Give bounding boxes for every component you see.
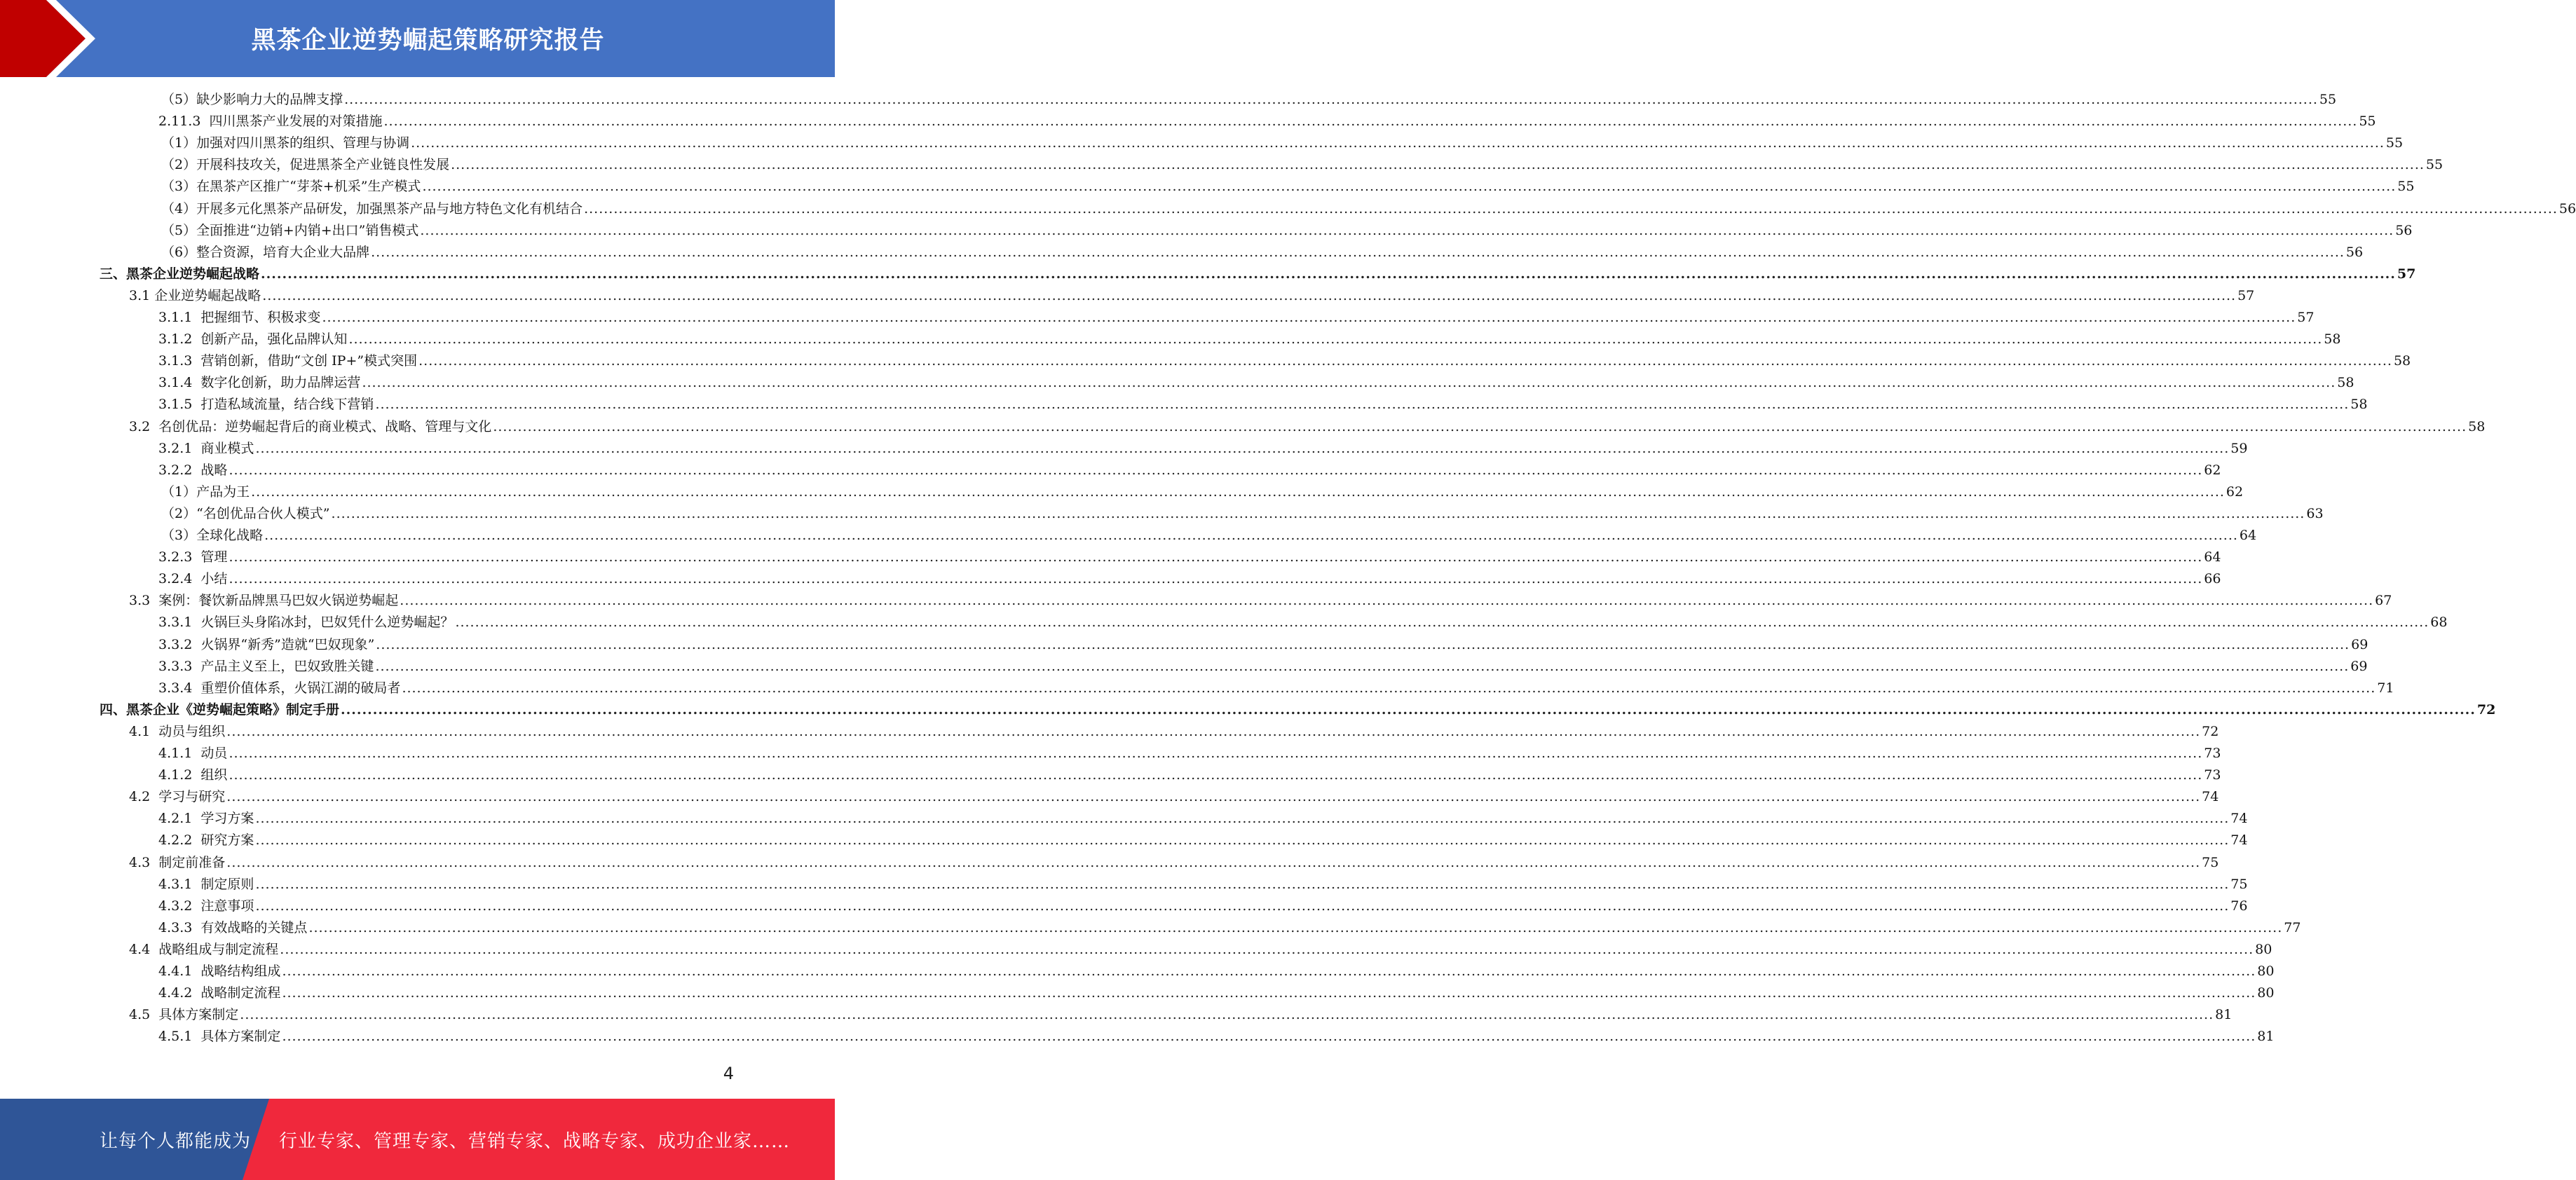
toc-entry-page: 76: [2230, 898, 2248, 914]
toc-entry-title: （1）加强对四川黑茶的组织、管理与协调: [161, 135, 410, 151]
toc-entry-page: 81: [2215, 1007, 2233, 1023]
toc-leader-dots: ................................................................................................................................................................................................................................................................................................................................................................................................................: [282, 963, 2256, 979]
toc-entry-page: 81: [2257, 1029, 2275, 1045]
toc-entry-page: 55: [2385, 135, 2404, 151]
toc-leader-dots: ................................................................................................................................................................................................................................................................................................................................................................................................................: [341, 701, 2476, 718]
toc-leader-dots: ................................................................................................................................................................................................................................................................................................................................................................................................................: [418, 353, 2392, 369]
toc-entry-page: 75: [2230, 876, 2248, 892]
toc-entry-title: 4.3 制定前准备: [129, 854, 226, 870]
toc-entry-page: 69: [2350, 658, 2368, 674]
toc-entry[interactable]: [161, 132, 2404, 154]
toc-entry[interactable]: [158, 111, 2376, 132]
toc-leader-dots: ................................................................................................................................................................................................................................................................................................................................................................................................................: [255, 898, 2230, 914]
toc-leader-dots: ................................................................................................................................................................................................................................................................................................................................................................................................................: [280, 941, 2254, 957]
toc-entry-title: 3.3.4 重塑价值体系，火锅江湖的破局者: [158, 680, 401, 696]
toc-entry-title: 3.3.3 产品主义至上，巴奴致胜关键: [158, 658, 374, 674]
toc-leader-dots: ................................................................................................................................................................................................................................................................................................................................................................................................................: [229, 767, 2203, 783]
toc-entry-title: 3.1 企业逆势崛起战略: [129, 287, 261, 303]
toc-entry-page: 58: [2468, 418, 2486, 434]
toc-leader-dots: ................................................................................................................................................................................................................................................................................................................................................................................................................: [240, 1007, 2214, 1023]
toc-entry[interactable]: [158, 982, 2275, 1004]
toc-entry-page: 73: [2204, 767, 2221, 783]
toc-entry-page: 64: [2204, 549, 2221, 565]
toc-entry-page: 55: [2359, 114, 2376, 130]
toc-entry-page: 58: [2324, 331, 2341, 348]
toc-entry-page: 73: [2204, 746, 2221, 761]
toc-leader-dots: ................................................................................................................................................................................................................................................................................................................................................................................................................: [376, 636, 2350, 652]
toc-entry-page: 71: [2377, 680, 2394, 696]
toc-leader-dots: ................................................................................................................................................................................................................................................................................................................................................................................................................: [371, 244, 2345, 260]
toc-leader-dots: ................................................................................................................................................................................................................................................................................................................................................................................................................: [493, 418, 2467, 434]
toc-entry-page: 77: [2284, 919, 2301, 935]
toc-entry[interactable]: [161, 220, 2413, 242]
toc-entry-title: （3）在黑茶产区推广“芽茶+机采”生产模式: [161, 179, 421, 195]
toc-leader-dots: ................................................................................................................................................................................................................................................................................................................................................................................................................: [282, 1029, 2256, 1045]
toc-entry-title: （5）缺少影响力大的品牌支撑: [161, 92, 343, 107]
toc-leader-dots: ................................................................................................................................................................................................................................................................................................................................................................................................................: [383, 114, 2358, 130]
toc-entry-title: 3.2 名创优品：逆势崛起背后的商业模式、战略、管理与文化: [129, 418, 492, 434]
toc-entry-title: （6）整合资源，培育大企业大品牌: [161, 244, 370, 260]
toc-entry-title: 3.3.1 火锅巨头身陷冰封，巴奴凭什么逆势崛起？: [158, 615, 454, 631]
toc-leader-dots: ................................................................................................................................................................................................................................................................................................................................................................................................................: [348, 331, 2323, 348]
toc-entry-page: 58: [2337, 375, 2354, 391]
toc-entry-title: 3.1.4 数字化创新，助力品牌运营: [158, 375, 361, 391]
page-header: [0, 0, 835, 77]
toc-entry-title: 2.11.3 四川黑茶产业发展的对策措施: [158, 114, 383, 130]
toc-entry-title: 3.2.1 商业模式: [158, 440, 254, 456]
toc-entry-title: 3.1.2 创新产品，强化品牌认知: [158, 331, 348, 348]
toc-leader-dots: ................................................................................................................................................................................................................................................................................................................................................................................................................: [229, 462, 2203, 478]
toc-entry-title: 4.3.2 注意事项: [158, 898, 254, 914]
page-number: 4: [723, 1064, 734, 1083]
toc-leader-dots: ................................................................................................................................................................................................................................................................................................................................................................................................................: [229, 746, 2203, 761]
toc-entry-title: 4.1.1 动员: [158, 746, 228, 761]
toc-entry-title: 3.2.4 小结: [158, 571, 228, 587]
toc-leader-dots: ................................................................................................................................................................................................................................................................................................................................................................................................................: [255, 876, 2230, 892]
toc-entry-page: 58: [2350, 397, 2368, 413]
toc-entry[interactable]: [129, 939, 2272, 961]
toc-entry-title: （5）全面推进“边销+内销+出口”销售模式: [161, 222, 419, 238]
toc-leader-dots: ................................................................................................................................................................................................................................................................................................................................................................................................................: [400, 593, 2374, 609]
toc-entry-page: 56: [2558, 200, 2576, 217]
toc-entry-page: 80: [2257, 963, 2275, 979]
toc-entry-page: 69: [2351, 636, 2369, 652]
toc-entry-title: 四、黑茶企业《逆势崛起策略》制定手册: [100, 701, 340, 718]
toc-leader-dots: ................................................................................................................................................................................................................................................................................................................................................................................................................: [255, 440, 2230, 456]
toc-leader-dots: ................................................................................................................................................................................................................................................................................................................................................................................................................: [362, 375, 2336, 391]
toc-entry-page: 75: [2202, 854, 2219, 870]
toc-leader-dots: ................................................................................................................................................................................................................................................................................................................................................................................................................: [308, 919, 2283, 935]
toc-entry[interactable]: [100, 263, 2416, 285]
toc-entry[interactable]: [161, 176, 2415, 198]
toc-leader-dots: ................................................................................................................................................................................................................................................................................................................................................................................................................: [264, 528, 2238, 543]
toc-entry[interactable]: [158, 743, 2221, 764]
toc-leader-dots: ................................................................................................................................................................................................................................................................................................................................................................................................................: [422, 179, 2397, 195]
toc-entry-title: 4.2.1 学习方案: [158, 811, 254, 827]
toc-entry[interactable]: [129, 285, 2255, 307]
toc-entry[interactable]: [158, 307, 2315, 329]
toc-leader-dots: ................................................................................................................................................................................................................................................................................................................................................................................................................: [251, 483, 2225, 500]
toc-leader-dots: ................................................................................................................................................................................................................................................................................................................................................................................................................: [226, 854, 2201, 870]
toc-entry-page: 74: [2202, 789, 2219, 805]
toc-entry-page: 64: [2239, 528, 2257, 543]
toc-entry[interactable]: [129, 721, 2219, 743]
report-title: 黑茶企业逆势崛起策略研究报告: [251, 27, 605, 55]
toc-entry[interactable]: [161, 198, 2576, 220]
toc-entry[interactable]: [161, 525, 2257, 547]
toc-entry-page: 55: [2319, 92, 2337, 107]
toc-leader-dots: ................................................................................................................................................................................................................................................................................................................................................................................................................: [375, 397, 2350, 413]
toc-entry-page: 56: [2345, 244, 2364, 260]
toc-entry[interactable]: [158, 394, 2368, 416]
toc-entry[interactable]: [161, 481, 2244, 503]
footer-slogan-left: 让每个人都能成为: [100, 1130, 252, 1152]
toc-entry-page: 57: [2297, 310, 2315, 325]
toc-entry-title: 三、黑茶企业逆势崛起战略: [100, 266, 260, 282]
toc-leader-dots: ................................................................................................................................................................................................................................................................................................................................................................................................................: [229, 571, 2203, 587]
toc-entry[interactable]: [158, 874, 2248, 896]
toc-entry-title: （3）全球化战略: [161, 528, 264, 543]
toc-entry[interactable]: [158, 896, 2248, 917]
toc-entry[interactable]: [161, 503, 2324, 525]
toc-leader-dots: ................................................................................................................................................................................................................................................................................................................................................................................................................: [455, 615, 2430, 631]
toc-entry-title: 4.4 战略组成与制定流程: [129, 941, 279, 957]
toc-entry-title: 4.3.1 制定原则: [158, 876, 254, 892]
toc-entry[interactable]: [158, 350, 2411, 372]
toc-entry[interactable]: [129, 786, 2219, 808]
toc-entry[interactable]: [158, 372, 2354, 394]
toc-entry-page: 55: [2397, 179, 2415, 195]
toc-entry-title: （4）开展多元化黑茶产品研发，加强黑茶产品与地方特色文化有机结合: [161, 200, 583, 217]
toc-entry[interactable]: [158, 634, 2369, 656]
toc-entry-title: 3.1.3 营销创新，借助“文创 IP+”模式突围: [158, 353, 418, 369]
toc-entry-title: 4.1 动员与组织: [129, 723, 226, 739]
toc-entry[interactable]: [129, 590, 2392, 612]
toc-entry-page: 67: [2375, 593, 2392, 609]
toc-leader-dots: ................................................................................................................................................................................................................................................................................................................................................................................................................: [584, 200, 2558, 217]
toc-leader-dots: ................................................................................................................................................................................................................................................................................................................................................................................................................: [451, 157, 2425, 173]
toc-leader-dots: ................................................................................................................................................................................................................................................................................................................................................................................................................: [262, 287, 2237, 303]
toc-entry-title: （2）“名创优品合伙人模式”: [161, 505, 330, 521]
toc-entry-page: 68: [2430, 615, 2448, 631]
toc-entry-page: 63: [2306, 505, 2324, 521]
toc-leader-dots: ................................................................................................................................................................................................................................................................................................................................................................................................................: [375, 658, 2350, 674]
toc-entry[interactable]: [129, 852, 2219, 874]
toc-entry-page: 56: [2395, 222, 2413, 238]
toc-entry[interactable]: [158, 917, 2301, 939]
toc-entry-title: 3.2.3 管理: [158, 549, 228, 565]
toc-entry-page: 57: [2397, 266, 2416, 282]
toc-entry[interactable]: [161, 242, 2364, 263]
toc-leader-dots: ................................................................................................................................................................................................................................................................................................................................................................................................................: [255, 832, 2230, 849]
toc-entry-page: 80: [2257, 985, 2275, 1001]
toc-leader-dots: ................................................................................................................................................................................................................................................................................................................................................................................................................: [226, 723, 2201, 739]
toc-leader-dots: ................................................................................................................................................................................................................................................................................................................................................................................................................: [322, 310, 2296, 325]
toc-entry[interactable]: [158, 764, 2221, 786]
toc-entry[interactable]: [129, 1004, 2233, 1026]
toc-leader-dots: ................................................................................................................................................................................................................................................................................................................................................................................................................: [226, 789, 2201, 805]
toc-entry[interactable]: [158, 568, 2221, 590]
toc-entry-title: 3.1.5 打造私域流量，结合线下营销: [158, 397, 374, 413]
toc-leader-dots: ................................................................................................................................................................................................................................................................................................................................................................................................................: [331, 505, 2305, 521]
toc-entry-page: 74: [2230, 811, 2248, 827]
toc-entry[interactable]: [158, 678, 2394, 699]
toc-entry[interactable]: [158, 961, 2275, 982]
toc-entry-title: 4.2 学习与研究: [129, 789, 226, 805]
toc-entry[interactable]: [158, 460, 2221, 481]
toc-entry-page: 62: [2204, 462, 2221, 478]
toc-entry[interactable]: [161, 154, 2444, 176]
toc-leader-dots: ................................................................................................................................................................................................................................................................................................................................................................................................................: [420, 222, 2394, 238]
toc-entry-page: 66: [2204, 571, 2221, 587]
toc-entry-page: 72: [2202, 723, 2219, 739]
toc-entry[interactable]: [158, 547, 2221, 568]
toc-entry-title: 3.2.2 战略: [158, 462, 228, 478]
toc-entry-page: 58: [2393, 353, 2411, 369]
toc-entry-title: 4.5.1 具体方案制定: [158, 1029, 281, 1045]
toc-entry-title: 4.3.3 有效战略的关键点: [158, 919, 308, 935]
toc-entry-title: 4.4.1 战略结构组成: [158, 963, 281, 979]
toc-entry-title: 3.1.1 把握细节、积极求变: [158, 310, 321, 325]
footer-slogan-right: 行业专家、管理专家、营销专家、战略专家、成功企业家……: [279, 1130, 791, 1152]
toc-leader-dots: ................................................................................................................................................................................................................................................................................................................................................................................................................: [255, 811, 2230, 827]
toc-entry[interactable]: [158, 329, 2341, 350]
toc-entry-page: 62: [2226, 483, 2244, 500]
toc-entry-title: 3.3 案例：餐饮新品牌黑马巴奴火锅逆势崛起: [129, 593, 399, 609]
toc-entry[interactable]: [161, 89, 2337, 111]
toc-leader-dots: ................................................................................................................................................................................................................................................................................................................................................................................................................: [229, 549, 2203, 565]
toc-entry[interactable]: [158, 656, 2368, 678]
toc-entry-title: 4.1.2 组织: [158, 767, 228, 783]
toc-entry-page: 74: [2230, 832, 2248, 849]
toc-entry-title: 3.3.2 火锅界“新秀”造就“巴奴现象”: [158, 636, 375, 652]
toc-entry-title: （1）产品为王: [161, 483, 250, 500]
toc-leader-dots: ................................................................................................................................................................................................................................................................................................................................................................................................................: [402, 680, 2376, 696]
toc-entry-title: 4.2.2 研究方案: [158, 832, 254, 849]
toc-entry-page: 72: [2476, 701, 2496, 718]
toc-entry[interactable]: [100, 699, 2496, 721]
toc-entry[interactable]: [158, 612, 2448, 633]
toc-entry[interactable]: [158, 830, 2248, 851]
toc-leader-dots: ................................................................................................................................................................................................................................................................................................................................................................................................................: [344, 92, 2318, 107]
toc-entry[interactable]: [129, 416, 2486, 438]
toc-leader-dots: ................................................................................................................................................................................................................................................................................................................................................................................................................: [411, 135, 2385, 151]
toc-entry-title: 4.5 具体方案制定: [129, 1007, 239, 1023]
toc-leader-dots: ................................................................................................................................................................................................................................................................................................................................................................................................................: [261, 266, 2396, 282]
toc-entry-page: 57: [2237, 287, 2255, 303]
toc-entry-page: 55: [2425, 157, 2444, 173]
toc-entry[interactable]: [158, 438, 2248, 460]
toc-entry-page: 80: [2255, 941, 2272, 957]
page-footer: [0, 1099, 835, 1180]
toc-entry[interactable]: [158, 1026, 2275, 1048]
toc-leader-dots: ................................................................................................................................................................................................................................................................................................................................................................................................................: [282, 985, 2256, 1001]
toc-entry-title: 4.4.2 战略制定流程: [158, 985, 281, 1001]
toc-entry-page: 59: [2230, 440, 2248, 456]
toc-entry-title: （2）开展科技攻关，促进黑茶全产业链良性发展: [161, 157, 450, 173]
toc-entry[interactable]: [158, 808, 2248, 830]
